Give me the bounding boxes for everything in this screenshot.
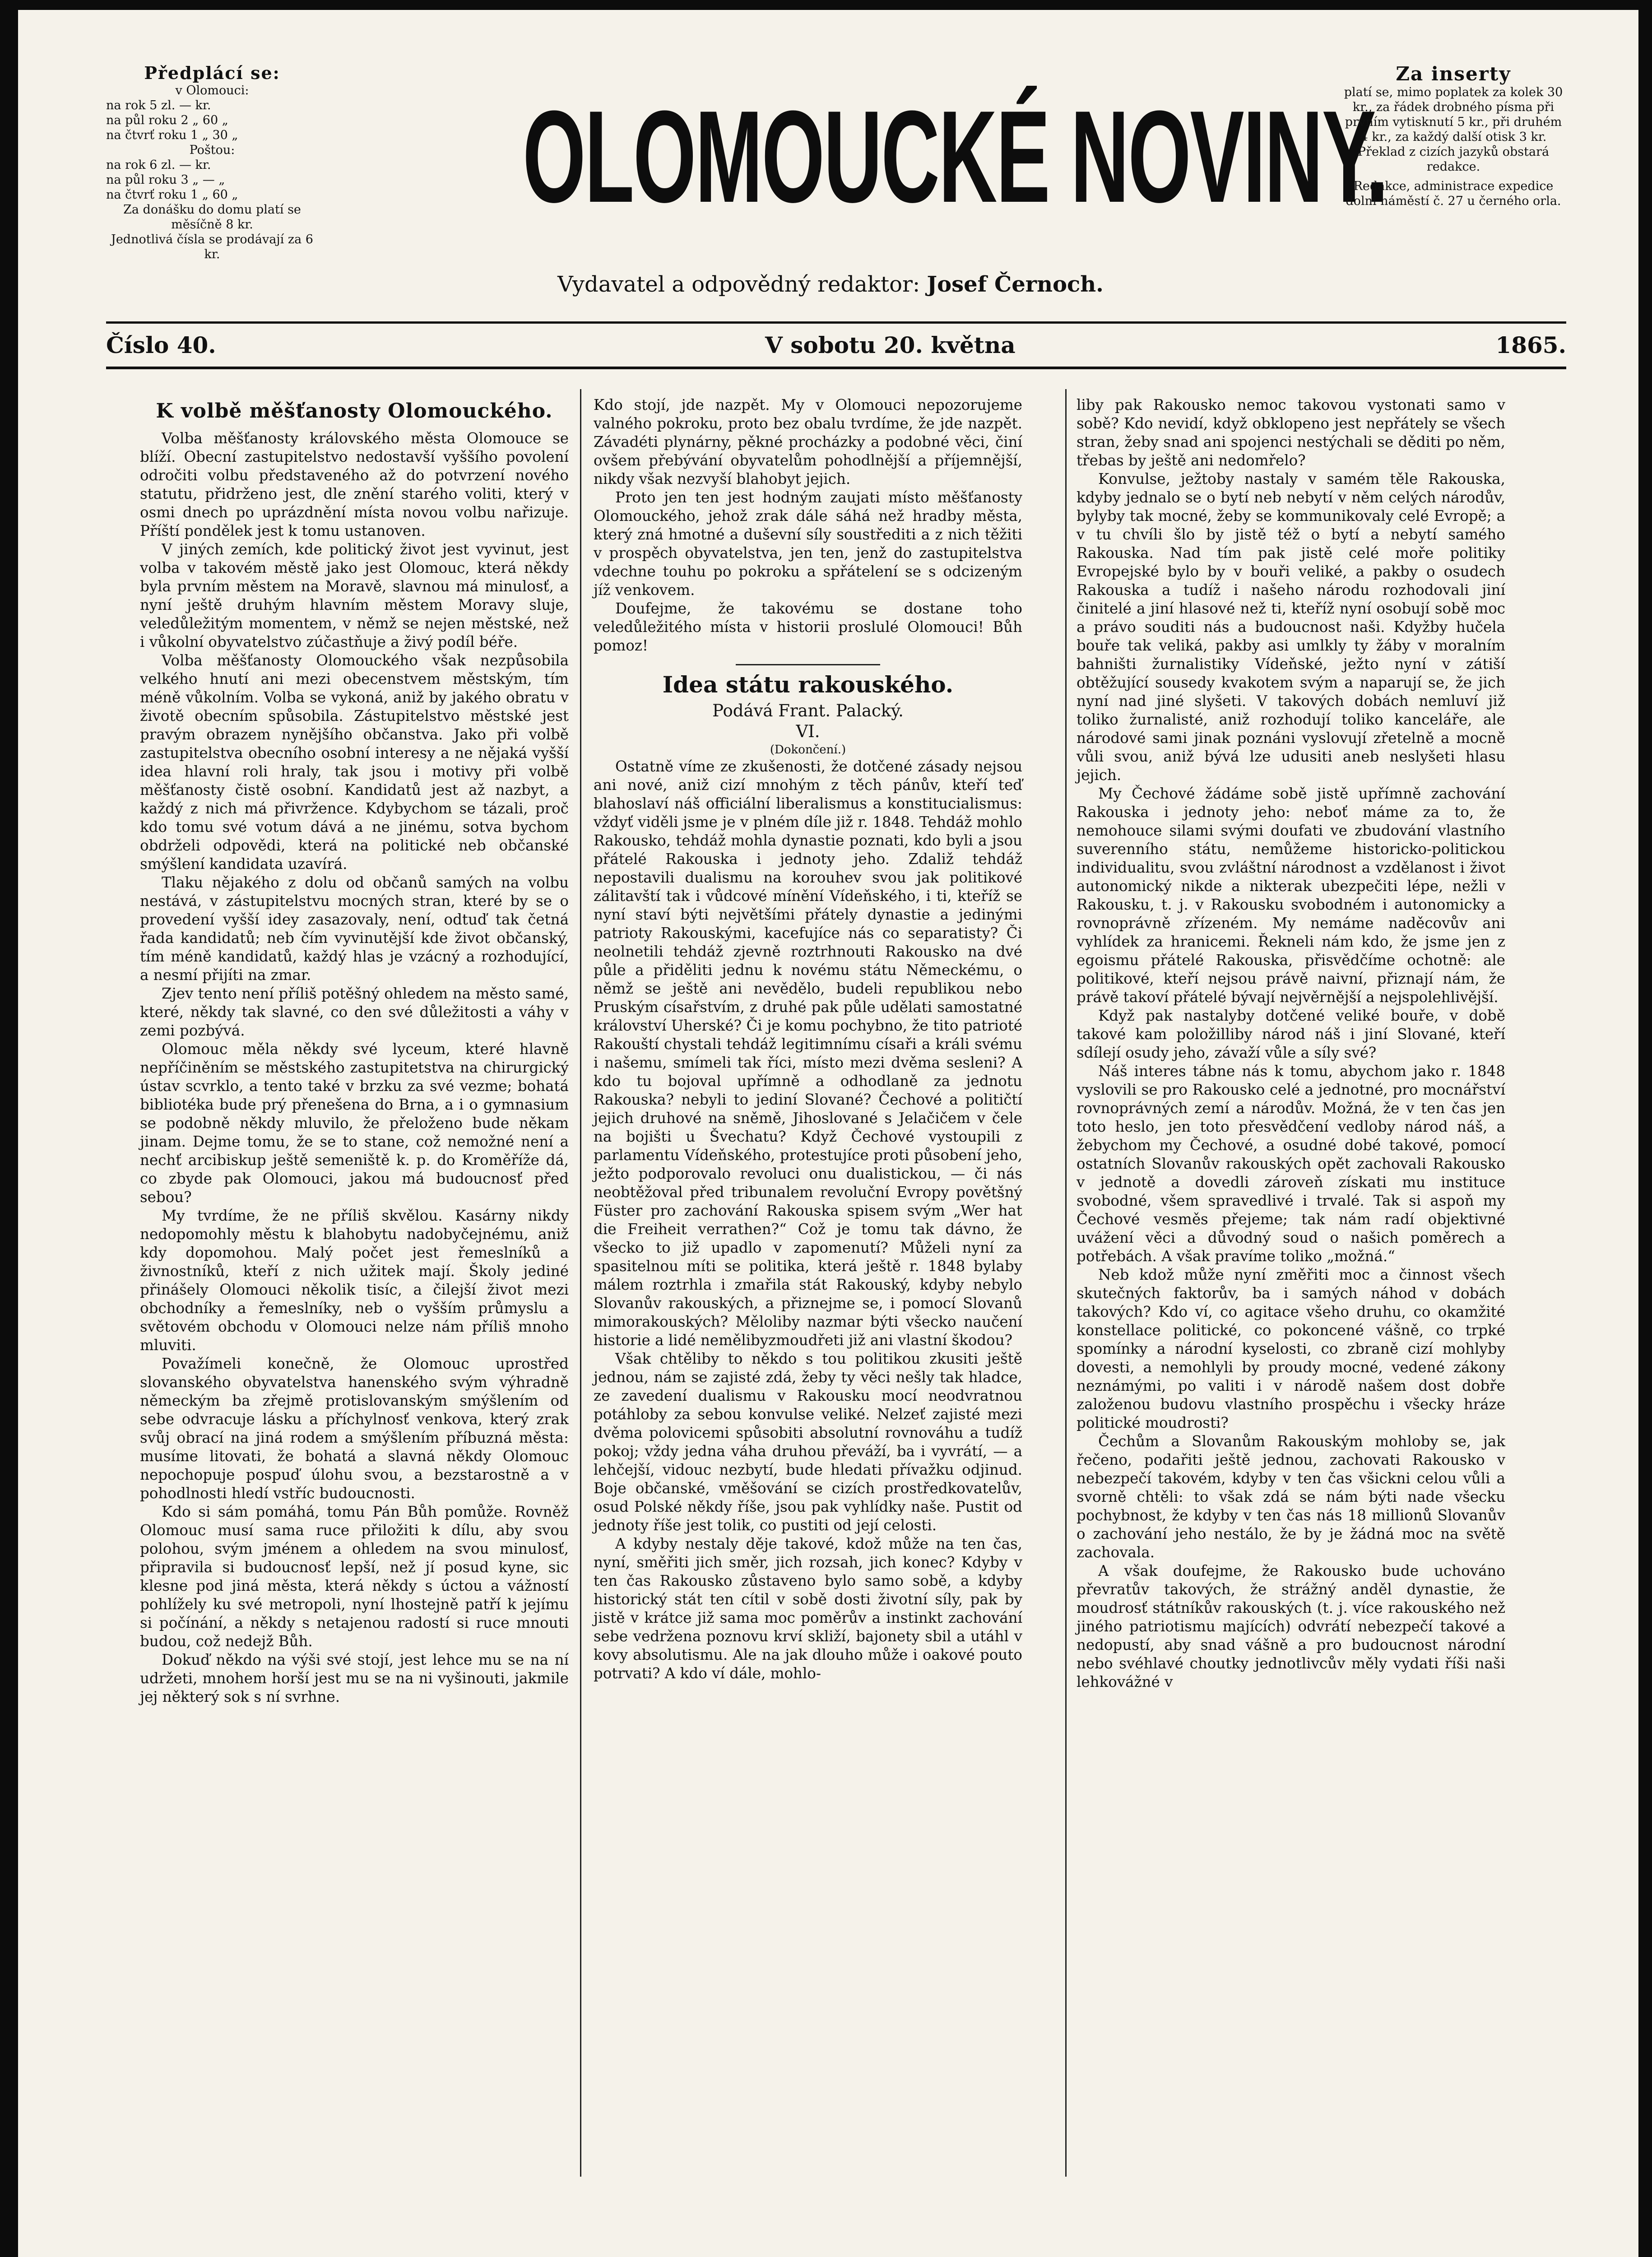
ads-office: Redakce, administrace expedice dolní náměstí č. 27 u černého orla. [1346, 179, 1561, 208]
subscription-line: na rok 5 zl. — kr. [106, 98, 211, 112]
subscription-box [106, 63, 318, 262]
publisher-label: Vydavatel a odpovědný redaktor: [557, 272, 920, 297]
subscription-line: na čtvrť roku 1 „ 60 „ [106, 188, 238, 202]
issue-number: Číslo 40. [106, 332, 216, 358]
publisher-line [515, 272, 1146, 297]
article-paragraph: Kdo stojí, jde nazpět. My v Olomouci nepozorujeme valného pokroku, proto bez obalu tvrdíme, že jde nazpět. Závadéti plynárny, pěkné procházky a podobné věci, činí ovšem přebývání obyvatelům pohodlnější a příjemnější, nikdy však nezvyší blahobyt jejich. [594, 396, 1022, 488]
article-paragraph: Náš interes tábne nás k tomu, abychom jako r. 1848 vyslovili se pro Rakousko celé a jednotné, pro mocnářství rovnoprávných zemí a národův. Možná, že v ten čas jen toto heslo, jen toto přesvědčení vedloby národ náš, a žebychom my Čechové, a osudné dobé takové, pomocí ostatních Slovanův rakouských opět zachovali Rakousko v jednotě a dovedli zároveň získati mu instituce svobodné, všem spravedlivé i trvalé. Tak si aspoň my Čechové vesměs přejeme; tak nám radí objektivné uvážení věci a důvodný soud o našich poměrech a potřebách. A však pravíme toliko „možná.“ [1077, 1063, 1505, 1265]
newspaper-title: OLOMOUCKÉ NOVINY. [523, 84, 1387, 230]
masthead-rule [106, 321, 1566, 324]
article-paragraph: V jiných zemích, kde politický život jest vyvinut, jest volba v takovém městě jako jest Olomouc, která někdy byla prvním městem na Moravě, slavnou má minulosť, a nyní ještě druhým hlavním městem Moravy sluje, veledůležitým momentem, v němž se nejen městské, než i vůkolní obyvatelstvo zúčastňuje a živý podíl béře. [140, 541, 569, 650]
article-separator [736, 664, 880, 665]
article-paragraph: Volba měšťanosty Olomouckého však nezpůsobila velkého hnutí ani mezi obecenstvem městským, tím méně vůkolním. Volba se vykoná, aniž by jakého obratu v životě obecním spůsobila. Zástupitelstvo městské jest pravým obrazem nynějšího občanstva. Jako při volbě zastupitelstva obecního osobní interesy a ne nějaká vyšší idea hlavní roli hraly, tak jsou i motivy při volbě měšťanosty čistě osobní. Kandidatů jest až nazbyt, a každý z nich má přivržence. Kdybychom se tázali, proč kdo tomu své votum dává a ne jinému, sotva bychom obdrželi odpovědi, která na politické neb občanské smýšlení kandidata uzavírá. [140, 652, 569, 873]
article-paragraph: Proto jen ten jest hodným zaujati místo měšťanosty Olomouckého, jehož zrak dále sáhá než hradby města, který zná hmotné a duševní síly soustřediti a z nich těžiti v prospěch obyvatelstva, jen ten, jenž do zastupitelstva vdechne touhu po pokroku a spřátelení se s odcizeným jíž venkovem. [594, 489, 1022, 599]
column-3 [1077, 396, 1505, 1691]
article-paragraph: Doufejme, že takovému se dostane toho veledůležitého místa v historii proslulé Olomouci! Bůh pomoz! [594, 600, 1022, 654]
dateline [106, 332, 1566, 359]
subscription-line: na čtvrť roku 1 „ 30 „ [106, 128, 238, 142]
ads-heading: Za inserty [1396, 63, 1511, 85]
article-paragraph: Dokuď někdo na výši své stojí, jest lehce mu se na ní udržeti, mnohem horší jest mu se na ni vyšinouti, jakmile jej některý sok s ní svrhne. [140, 1651, 569, 1705]
subscription-delivery: Za donášku do domu platí se měsíčně 8 kr. [123, 203, 301, 232]
article-paragraph: Tlaku nějakého z dolu od občanů samých na volbu nestává, v zástupitelstvu mocných stran, které by se o provedení vyšší idey zasazovaly, není, odtuď tak četná řada kandidatů; neb čím vyvinutější kde život občanský, tím méně kandidatů, každý hlas je vzácný a rozhodující, a nesmí přijíti na zmar. [140, 874, 569, 984]
article-paragraph: My tvrdíme, že ne příliš skvělou. Kasárny nikdy nedopomohly městu k blahobytu nadobyčejnému, aniž kdy dopomohou. Malý počet jest řemeslníků a živnostníků, kteří z nich užitek mají. Školy jediné přinášely Olomouci několik tisíc, a čilejší život mezi obchodníky a řemeslníky, neb o vyšším průmyslu a světovém obchodu v Olomouci nelze nám příliš mnoho mluviti. [140, 1207, 569, 1354]
newspaper-page [18, 10, 1638, 2257]
article-part: VI. [796, 722, 820, 741]
subscription-post-heading: Poštou: [189, 143, 235, 157]
subscription-line: na půl roku 3 „ — „ [106, 173, 225, 187]
article-paragraph: Kdo si sám pomáhá, tomu Pán Bůh pomůže. Rovněž Olomouc musí sama ruce přiložiti k dílu, aby svou polohou, svým jménem a ohledem na svou minulosť, připravila si budoucnosť lepší, než jí posud kyne, sic klesne pod jiná města, která někdy s úctou a vážností pohlížely ku své metropoli, nyní lhostejně patří k jejímu si počínání, a někdy s netajenou radostí si ruce mnouti budou, což nedejž Bůh. [140, 1503, 569, 1650]
article-paragraph: Neb kdož může nyní změřiti moc a činnost všech skutečných faktorův, ba i samých náhod v dobách takových? Kdo ví, co agitace všeho druhu, co okamžité konstellace politické, co pokoncené vášně, co trpké spomínky a národní kyselosti, co zbraně cizí mohlyby dovesti, a nemohlyli by proudy mocné, vedené zákony neznámými, po valiti i v národě našem dost dobře založenou budovu vlastního prospěchu i všecky hráze politické moudrosti? [1077, 1266, 1505, 1431]
article-paragraph: A však doufejme, že Rakousko bude uchováno převratův takových, že strážný anděl dynastie, že moudrosť státníkův rakouských (t. j. více rakouského než jiného patriotismu majících) odvrátí nebezpečí takové a nedopustí, aby snad vášně a pro budoucnost národní nebo svéhlavé choutky jednotlivcův měly vydati říši naši lehkovážné v [1077, 1562, 1505, 1690]
article-paragraph: Když pak nastalyby dotčené veliké bouře, v době takové kam položilliby národ náš i jiní Slované, kteří sdílejí osudy jeho, závaží vůle a síly své? [1077, 1007, 1505, 1061]
article-paragraph: Čechům a Slovanům Rakouským mohloby se, jak řečeno, podařiti ještě jednou, zachovati Rakousko v nebezpečí takovém, kdyby v ten čas všickni celou vůli a svorně chtěli: to však zdá se nám býti nade všecku pochybnost, že kdyby v ten čas nás 18 millionů Slovanův o zachování jeho nestálo, že by je žádná moc na světě zachovala. [1077, 1433, 1505, 1561]
article-paragraph: Ostatně víme ze zkušenosti, že dotčené zásady nejsou ani nové, aniž cizí mnohým z těch pánův, kteří teď blahoslaví náš officiální liberalismus a konstitucialismus: vždyť viděli jsme je v plném díle již r. 1848. Tehdáž mohlo Rakousko, tehdáž mohla dynastie poznati, kdo byli a jsou přátelé Rakouska i jednoty jeho. Zdaliž tehdáž nepostavili dualismu na korouhev svou jak politikové zálitavští tak i vůdcové mínění Vídeňského, i ti, kteříž se nyní staví býti největšími přátely dynastie a jedinými patrioty Rakouskými, kacefujíce nás co separatisty? Či neolnetili tehdáž zjevně roztrhnouti Rakousko na dvé půle a přiděliti jednu k novému státu Německému, o němž se ještě ani nevědělo, budeli republikou nebo Pruským císařstvím, z druhé pak půle udělati samostatné království Uherské? Či je komu pochybno, že tito patrioté Rakouští chystali tehdáž legitimnímu císaři a králi svému i našemu, smímeli tak říci, místo mezi dvěma sesleni? A kdo tu bojoval upřímně a odhodlaně za jednotu Rakouska? nebyli to jediní Slované? Čechové a političtí jejich druhové na sněmě, Jihoslované s Jelačičem v čele na bojišti u Švechatu? Když Čechové vystoupili z parlamentu Vídeňského, protestujíce proti působení jeho, ježto podporovalo revoluci onu dualistickou, — či nás neobtěžoval před tribunalem revoluční Evropy povětšný Füster pro zachování Rakouska spisem svým „Wer hat die Freiheit verrathen?“ Což je tomu tak dávno, že všecko to již upadlo v zapomenutí? Můželi nyní za spasitelnou míti se politika, která ještě r. 1848 bylaby málem roztrhla i zmařila stát Rakouský, kdyby nebylo Slovanův rakouských, a přiznejme se, i pomocí Slovanů mimorakouských? Měloliby nazmar býti všecko naučení historie a lidé nemělibyzmoudřeti již ani vlastní škodou? [594, 758, 1022, 1349]
subscription-local-heading: v Olomouci: [175, 84, 249, 98]
column-divider [580, 389, 581, 2177]
article-paragraph: A kdyby nestaly děje takové, kdož může na ten čas, nyní, směřiti jich směr, jich rozsah, jich konec? Kdyby v ten čas Rakousko zůstaveno bylo samo sobě, a kdyby historický stát ten cítil v sobě dosti životní síly, pak by jistě v krátce již sama moc poměrův a instinkt zachování sebe vedržena poznovu krví skliží, bajonety sbil a utáhl v kovy absolutismu. Ale na jak dlouho může i oakové pouto potrvati? A kdo ví dále, mohlo- [594, 1535, 1022, 1682]
subscription-line: na půl roku 2 „ 60 „ [106, 113, 228, 127]
ads-box [1343, 63, 1564, 213]
publisher-name: Josef Černoch. [927, 272, 1104, 297]
article-paragraph: Zjev tento není příliš potěšný ohledem na město samé, které, někdy tak slavné, co den své důležitosti a váhy v zemi pozbývá. [140, 985, 569, 1039]
subscription-line: na rok 6 zl. — kr. [106, 158, 211, 172]
article-note: (Dokončení.) [770, 743, 846, 757]
article-paragraph: Považímeli konečně, že Olomouc uprostřed slovanského obyvatelstva hanenského svým výhradně německým ba zřejmě protislovanským smýšlením od sebe odvracuje lásku a příchylnosť venkova, který zrak svůj obrací na jiná rodem a smýšlením příbuzná města: musíme litovati, že bohatá a slavná někdy Olomouc nepochopuje pospuď úlohu svou, a bezstarostně a v pohodlnosti hledí vstříc budoucnosti. [140, 1355, 569, 1502]
article-paragraph: Však chtěliby to někdo s tou politikou zkusiti ještě jednou, nám se zajisté zdá, žeby ty věci nešly tak hladce, ze zavedení dualismu v Rakousku mocí neodvratnou potáhloby za sebou konvulse veliké. Nelzeť zajisté mezi dvěma polovicemi spůsobiti absolutní rovnováhu a tudíž pokoj; vždy jedna váha druhou převáží, ba i vyvrátí, — a lehčejší, vidouc nezbytí, bude hledati přívažku odjinud. Boje občanské, vměšování se cizích prostředkovatelův, osud Polské někdy říše, jsou pak vyhlídky naše. Pustit od jednoty říše jest tolik, co pustiti od její celosti. [594, 1350, 1022, 1534]
column-2 [594, 396, 1022, 1683]
issue-date: V sobotu 20. května [765, 332, 1016, 358]
column-divider [1065, 389, 1067, 2177]
article-paragraph: Volba měšťanosty královského města Olomouce se blíží. Obecní zastupitelstvo nedostavší vyššího povolení odročiti volbu představeného až do potvrzení nového statutu, přidrženo jest, dle znění starého voliti, který v osmi dnech po uprázdnění místa novou volbu nařizuje. Příští pondělek jest k tomu ustanoven. [140, 430, 569, 539]
article-headline: K volbě měšťanosty Olomouckého. [156, 399, 553, 423]
article-headline: Idea státu rakouského. [662, 671, 954, 698]
issue-year: 1865. [1495, 332, 1566, 358]
column-1 [140, 396, 569, 1706]
subscription-single: Jednotlivá čísla se prodávají za 6 kr. [111, 232, 313, 261]
ads-text: platí se, mimo poplatek za kolek 30 kr., za řádek drobného písma při prvním vytisknutí 5 kr., při druhém 4 kr., za každý další otisk 3 kr. Překlad z cizích jazyků obstará redakce. [1344, 85, 1563, 174]
article-byline: Podává Frant. Palacký. [712, 701, 904, 720]
article-paragraph: My Čechové žádáme sobě jistě upřímně zachování Rakouska i jednoty jeho: neboť máme za to, že nemohouce silami svými doufati ve zbudování vlastního suverenního státu, nemůžeme historicko-politickou individualitu, svou zvláštní národnost a vzdělanost i život autonomický nikde a nikterak ubezpečiti lépe, nežli v Rakousku, t. j. v Rakousku svobodném i autonomicky a rovnoprávně zřízeném. My nemáme naděcovův ani vyhlídek za hranicemi. Řekneli nám kdo, že jsme jen z egoismu přátelé Rakouska, přisvědčíme ochotně: ale politikové, kteří nejsou právě naivní, přiznají nám, že právě takoví přátelé bývají nejvěrnější a nejspolehlivější. [1077, 785, 1505, 1006]
article-paragraph: Olomouc měla někdy své lyceum, které hlavně nepříčiněním se městského zastupitetstva na chirurgický ústav scvrklo, a tento také v brzku za své vezme; bohatá bibliotéka bude prý přenešena do Brna, a i o gymnasium se podobně někdy mluvilo, že přeloženo bude někam jinam. Dejme tomu, že se to stane, což nemožné není a nechť arcibiskup ještě semeniště k. p. do Kroměříže dá, co zbyde pak Olomouci, jakou má budoucnosť před sebou? [140, 1040, 569, 1206]
article-paragraph: liby pak Rakousko nemoc takovou vystonati samo v sobě? Kdo nevidí, když obklopeno jest nepřátely se všech stran, žeby snad ani spojenci nestýchali se děditi po něm, třebas by ještě ani nedomřelo? [1077, 396, 1505, 469]
subscription-heading: Předplácí se: [144, 63, 280, 83]
article-paragraph: Konvulse, ježtoby nastaly v samém těle Rakouska, kdyby jednalo se o bytí neb nebytí v něm celých národův, bylyby tak mocné, žeby se kommunikovaly celé Evropě; a v tu chvíli šlo by jistě též o bytí a nebytí samého Rakouska. Nad tím pak jistě celé moře politiky Evropejské bylo by v bouři veliké, a pakby o osudech Rakouska a tudíž i našeho národu rozhodovali jiní činitelé a jiní hlasové než ti, kteříž nyní osobují sobě moc a právo souditi nás a budoucnost naši. Kdyžby hučela bouře tak veliká, pakby asi umlkly ty žáby v moralním bahništi žurnalistiky Vídeňské, ježto nyní v zátiší obtěžující sousedy kvakotem svým a naparují se, že jich nyní nad jiné slyšeti. V takových dobách nemluví již toliko žurnalisté, aniž rozhodují toliko kanceláře, ale národové sami jinak poznáni vyslovují zřetelně a mocně vůli svou, aniž bývá lze udusiti aneb neslyšeti hlasu jejich. [1077, 470, 1505, 784]
dateline-rule [106, 367, 1566, 369]
